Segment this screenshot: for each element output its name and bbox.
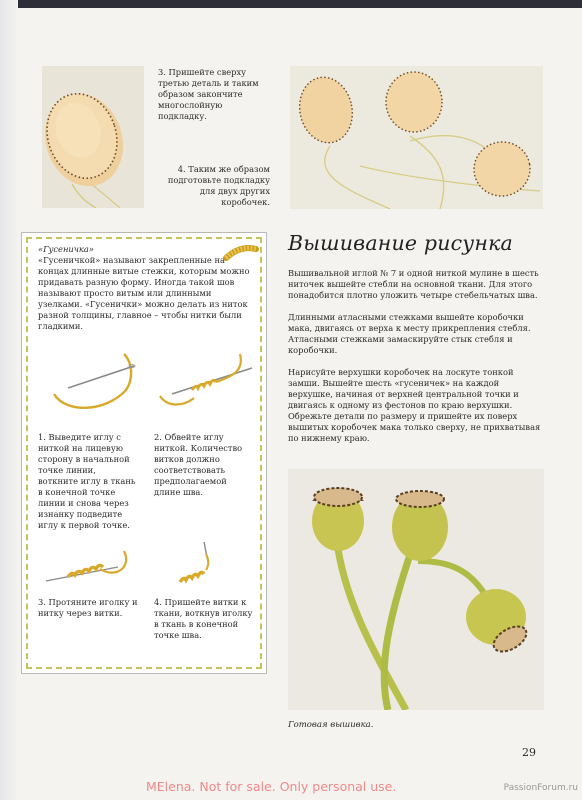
illustration-step-3-svg — [40, 545, 140, 595]
photo-felt-pod — [42, 66, 144, 208]
photo-finished-embroidery — [288, 469, 544, 710]
sidebar-step-4: 4. Пришейте витки к ткани, воткнув иголку в ткань в конечной точке шва. — [154, 597, 253, 640]
illustration-step-1-svg — [46, 346, 146, 418]
sidebar-step-3: 3. Протяните иголку и нитку через витки. — [38, 597, 138, 618]
section-para-2: Длинными атласными стежками вышейте коробочки мака, двигаясь от верха к месту прикрепления стебля. Атласными стежками замаскируйте стык стебля и коробочки. — [288, 312, 531, 355]
illustration-step-2-svg — [154, 346, 258, 418]
illustration-step-4-svg — [166, 540, 226, 596]
illustration-step-2 — [154, 346, 258, 418]
page-edge-shadow — [0, 0, 18, 800]
illustration-coil — [222, 243, 260, 263]
sidebar-intro-text: называют закрепленные на концах длинные витые стежки, которым можно придавать разную форму. Иногда такой шов называют просто витым или длинными узелками. «Гусенички» можно делать из ниток разной толщины, главное – чтобы нитки были гладкими. — [38, 255, 250, 331]
illustration-coil-svg — [222, 243, 260, 263]
sidebar-step-1: 1. Выведите иглу с ниткой на лицевую сторону в начальной точке линии, воткните иглу в ткань в конечной точке линии и снова через изнанку подведите иглу к первой точке. — [38, 432, 136, 530]
section-para-3: Нарисуйте верхушки коробочек на лоскуте тонкой замши. Вышейте шесть «гусеничек» на каждой верхушке, начиная от верхней центральной точки и двигаясь к одному из фестонов по краю верхушки. Обрежьте детали по размеру и пришейте их поверх вышитых коробочек мака только сверху, не прихватывая по нижнему краю. — [288, 367, 541, 443]
top-step-4: 4. Таким же образом подготовьте подкладку для двух других коробочек. — [167, 164, 270, 207]
illustration-step-4 — [166, 540, 226, 596]
top-dark-strip — [0, 0, 582, 8]
page-number: 29 — [522, 746, 536, 759]
photo-three-pods-svg — [290, 66, 543, 209]
sidebar-title: «Гусеничка» — [38, 244, 94, 254]
photo-finished-embroidery-svg — [288, 469, 544, 710]
site-watermark: PassionForum.ru — [503, 783, 578, 793]
illustration-step-3 — [40, 545, 140, 595]
sidebar-intro-lead: «Гусеничкой» — [38, 255, 101, 265]
photo-three-pods — [290, 66, 543, 209]
watermark: MElena. Not for sale. Only personal use. — [146, 779, 397, 794]
section-para-1: Вышивальной иглой № 7 и одной ниткой мулине в шесть ниточек вышейте стебли на основной ткани. Для этого понадобится плотно уложить четыре стебельчатых шва. — [288, 268, 539, 300]
section-heading: Вышивание рисунка — [288, 231, 513, 255]
photo-felt-pod-svg — [42, 66, 144, 208]
sidebar-step-2: 2. Обвейте иглу ниткой. Количество витков должно соответствовать предполагаемой длине шва. — [154, 432, 243, 497]
photo-caption: Готовая вышивка. — [288, 720, 374, 730]
sidebar-intro — [38, 255, 254, 332]
illustration-step-1 — [46, 346, 146, 418]
top-step-3: 3. Пришейте сверху третью деталь и таким образом закончите многослойную подкладку. — [158, 67, 259, 121]
